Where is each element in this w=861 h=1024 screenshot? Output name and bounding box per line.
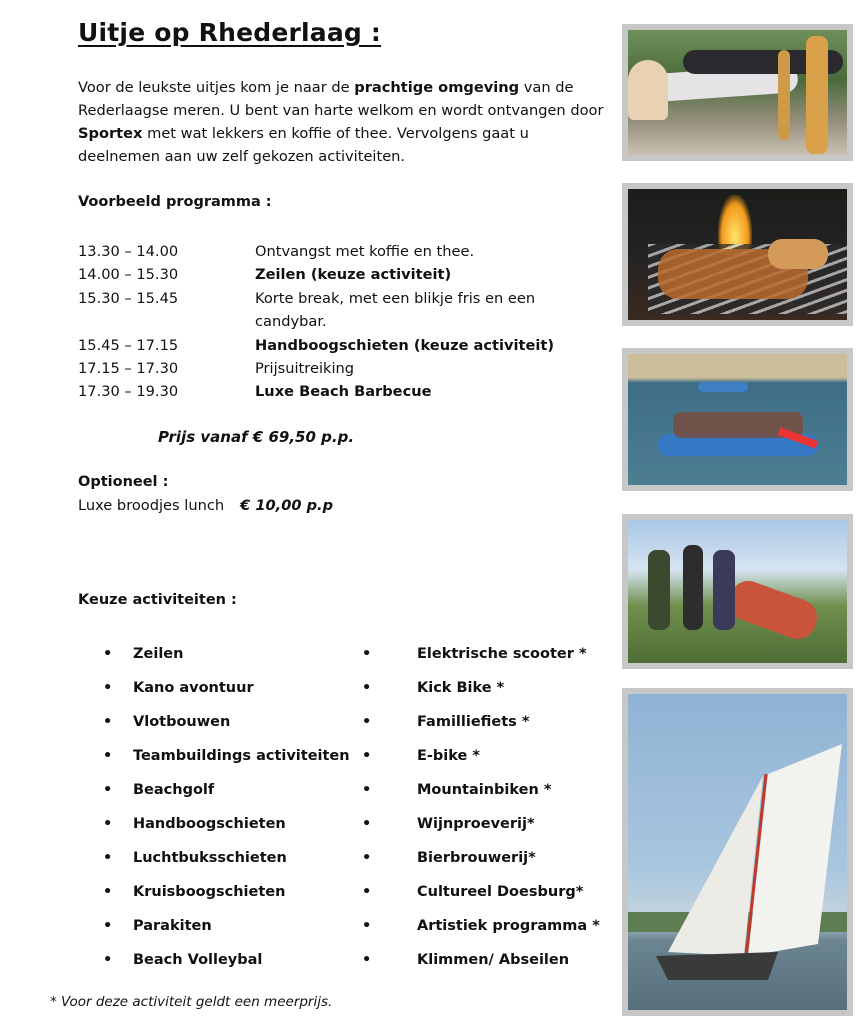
activity-label: Familliefiets * — [417, 714, 530, 730]
bullet-icon: • — [103, 884, 113, 900]
activity-item — [103, 646, 350, 680]
bullet-icon: • — [103, 782, 113, 798]
footnote: * Voor deze activiteit geldt een meerprijs. — [50, 994, 333, 1010]
schedule-desc: Prijsuitreiking — [255, 360, 355, 378]
activity-item — [362, 952, 600, 986]
bullet-icon: • — [362, 884, 372, 900]
intro-paragraph — [78, 76, 608, 168]
schedule-row — [78, 334, 598, 357]
activity-label: Cultureel Doesburg* — [417, 884, 584, 900]
bullet-icon: • — [362, 918, 372, 934]
activity-label: Teambuildings activiteiten — [133, 748, 350, 764]
bullet-icon: • — [103, 918, 113, 934]
price-from: Prijs vanaf € 69,50 p.p. — [158, 428, 355, 446]
bullet-icon: • — [103, 952, 113, 968]
activity-label: Artistiek programma * — [417, 918, 600, 934]
schedule-row — [78, 240, 598, 263]
schedule-desc: Luxe Beach Barbecue — [255, 383, 432, 401]
bullet-icon: • — [103, 680, 113, 696]
schedule-desc: Ontvangst met koffie en thee. — [255, 243, 475, 260]
schedule-desc: Korte break, met een blikje fris en een candybar. — [255, 289, 536, 331]
activity-label: Klimmen/ Abseilen — [417, 952, 570, 968]
bullet-icon: • — [362, 782, 372, 798]
bullet-icon: • — [362, 748, 372, 764]
photo-sailing — [622, 688, 853, 1016]
activity-label: Bierbrouwerij* — [417, 850, 536, 866]
activities-list-right — [362, 646, 600, 986]
activities-heading: Keuze activiteiten : — [78, 592, 237, 608]
activity-label: E-bike * — [417, 748, 480, 764]
page-title: Uitje op Rhederlaag : — [78, 18, 382, 47]
activity-item — [103, 952, 350, 986]
photo-barbecue — [622, 183, 853, 326]
activity-item — [362, 816, 600, 850]
bullet-icon: • — [362, 714, 372, 730]
schedule-time: 15.45 – 17.15 — [78, 336, 179, 354]
intro-text: van de Rederlaagse meren. U bent van harte welkom en wordt ontvangen door — [78, 79, 604, 119]
optional-heading: Optioneel : — [78, 474, 169, 490]
bullet-icon: • — [103, 646, 113, 662]
bullet-icon: • — [362, 952, 372, 968]
schedule-row — [78, 263, 598, 286]
photo-archery — [622, 24, 853, 161]
activity-item — [362, 646, 600, 680]
optional-item — [78, 497, 333, 514]
photo-raft-building — [622, 514, 853, 669]
schedule-desc: Handboogschieten (keuze activiteit) — [255, 336, 555, 354]
schedule-time: 14.00 – 15.30 — [78, 266, 179, 284]
activity-item — [362, 782, 600, 816]
activity-item — [103, 748, 350, 782]
activity-item — [362, 918, 600, 952]
activity-item — [103, 680, 350, 714]
schedule-time: 17.15 – 17.30 — [78, 360, 179, 378]
schedule-time: 13.30 – 14.00 — [78, 243, 179, 260]
activity-label: Parakiten — [133, 918, 212, 934]
activity-item — [103, 884, 350, 918]
activity-label: Kano avontuur — [133, 680, 254, 696]
intro-text: met wat lekkers en koffie of thee. Vervolgens gaat u deelnemen aan uw zelf gekozen activiteiten. — [78, 125, 529, 165]
schedule-desc: Zeilen (keuze activiteit) — [255, 266, 452, 284]
activity-label: Beachgolf — [133, 782, 215, 798]
activity-label: Luchtbuksschieten — [133, 850, 287, 866]
optional-item-label: Luxe broodjes lunch — [78, 497, 225, 514]
schedule-time: 17.30 – 19.30 — [78, 383, 179, 401]
activity-item — [362, 680, 600, 714]
activity-item — [103, 816, 350, 850]
activity-item — [103, 850, 350, 884]
bullet-icon: • — [362, 816, 372, 832]
activity-item — [362, 884, 600, 918]
sailboat-icon — [628, 694, 847, 1010]
activity-label: Elektrische scooter * — [417, 646, 587, 662]
bullet-icon: • — [362, 646, 372, 662]
program-heading: Voorbeeld programma : — [78, 194, 272, 210]
bullet-icon: • — [103, 816, 113, 832]
intro-text: Voor de leukste uitjes kom je naar de — [78, 79, 355, 96]
activity-label: Wijnproeverij* — [417, 816, 535, 832]
bullet-icon: • — [103, 748, 113, 764]
activity-label: Mountainbiken * — [417, 782, 552, 798]
activity-label: Kick Bike * — [417, 680, 505, 696]
activity-label: Beach Volleybal — [133, 952, 263, 968]
activities-list-left — [103, 646, 350, 986]
activity-item — [362, 850, 600, 884]
schedule-row — [78, 380, 598, 403]
bullet-icon: • — [362, 680, 372, 696]
schedule-time: 15.30 – 15.45 — [78, 289, 179, 307]
schedule-row — [78, 287, 598, 334]
activity-item — [103, 714, 350, 748]
bullet-icon: • — [103, 714, 113, 730]
program-schedule — [78, 240, 598, 404]
activity-item — [103, 782, 350, 816]
bullet-icon: • — [362, 850, 372, 866]
activity-label: Handboogschieten — [133, 816, 286, 832]
optional-item-price: € 10,00 p.p — [240, 497, 334, 514]
activity-item — [362, 748, 600, 782]
photo-rafting — [622, 348, 853, 491]
schedule-row — [78, 357, 598, 380]
activity-item — [362, 714, 600, 748]
activity-label: Vlotbouwen — [133, 714, 231, 730]
activity-item — [103, 918, 350, 952]
company-name: Sportex — [78, 125, 143, 142]
intro-bold-text: prachtige omgeving — [354, 79, 520, 96]
bullet-icon: • — [103, 850, 113, 866]
activity-label: Kruisboogschieten — [133, 884, 286, 900]
activity-label: Zeilen — [133, 646, 184, 662]
